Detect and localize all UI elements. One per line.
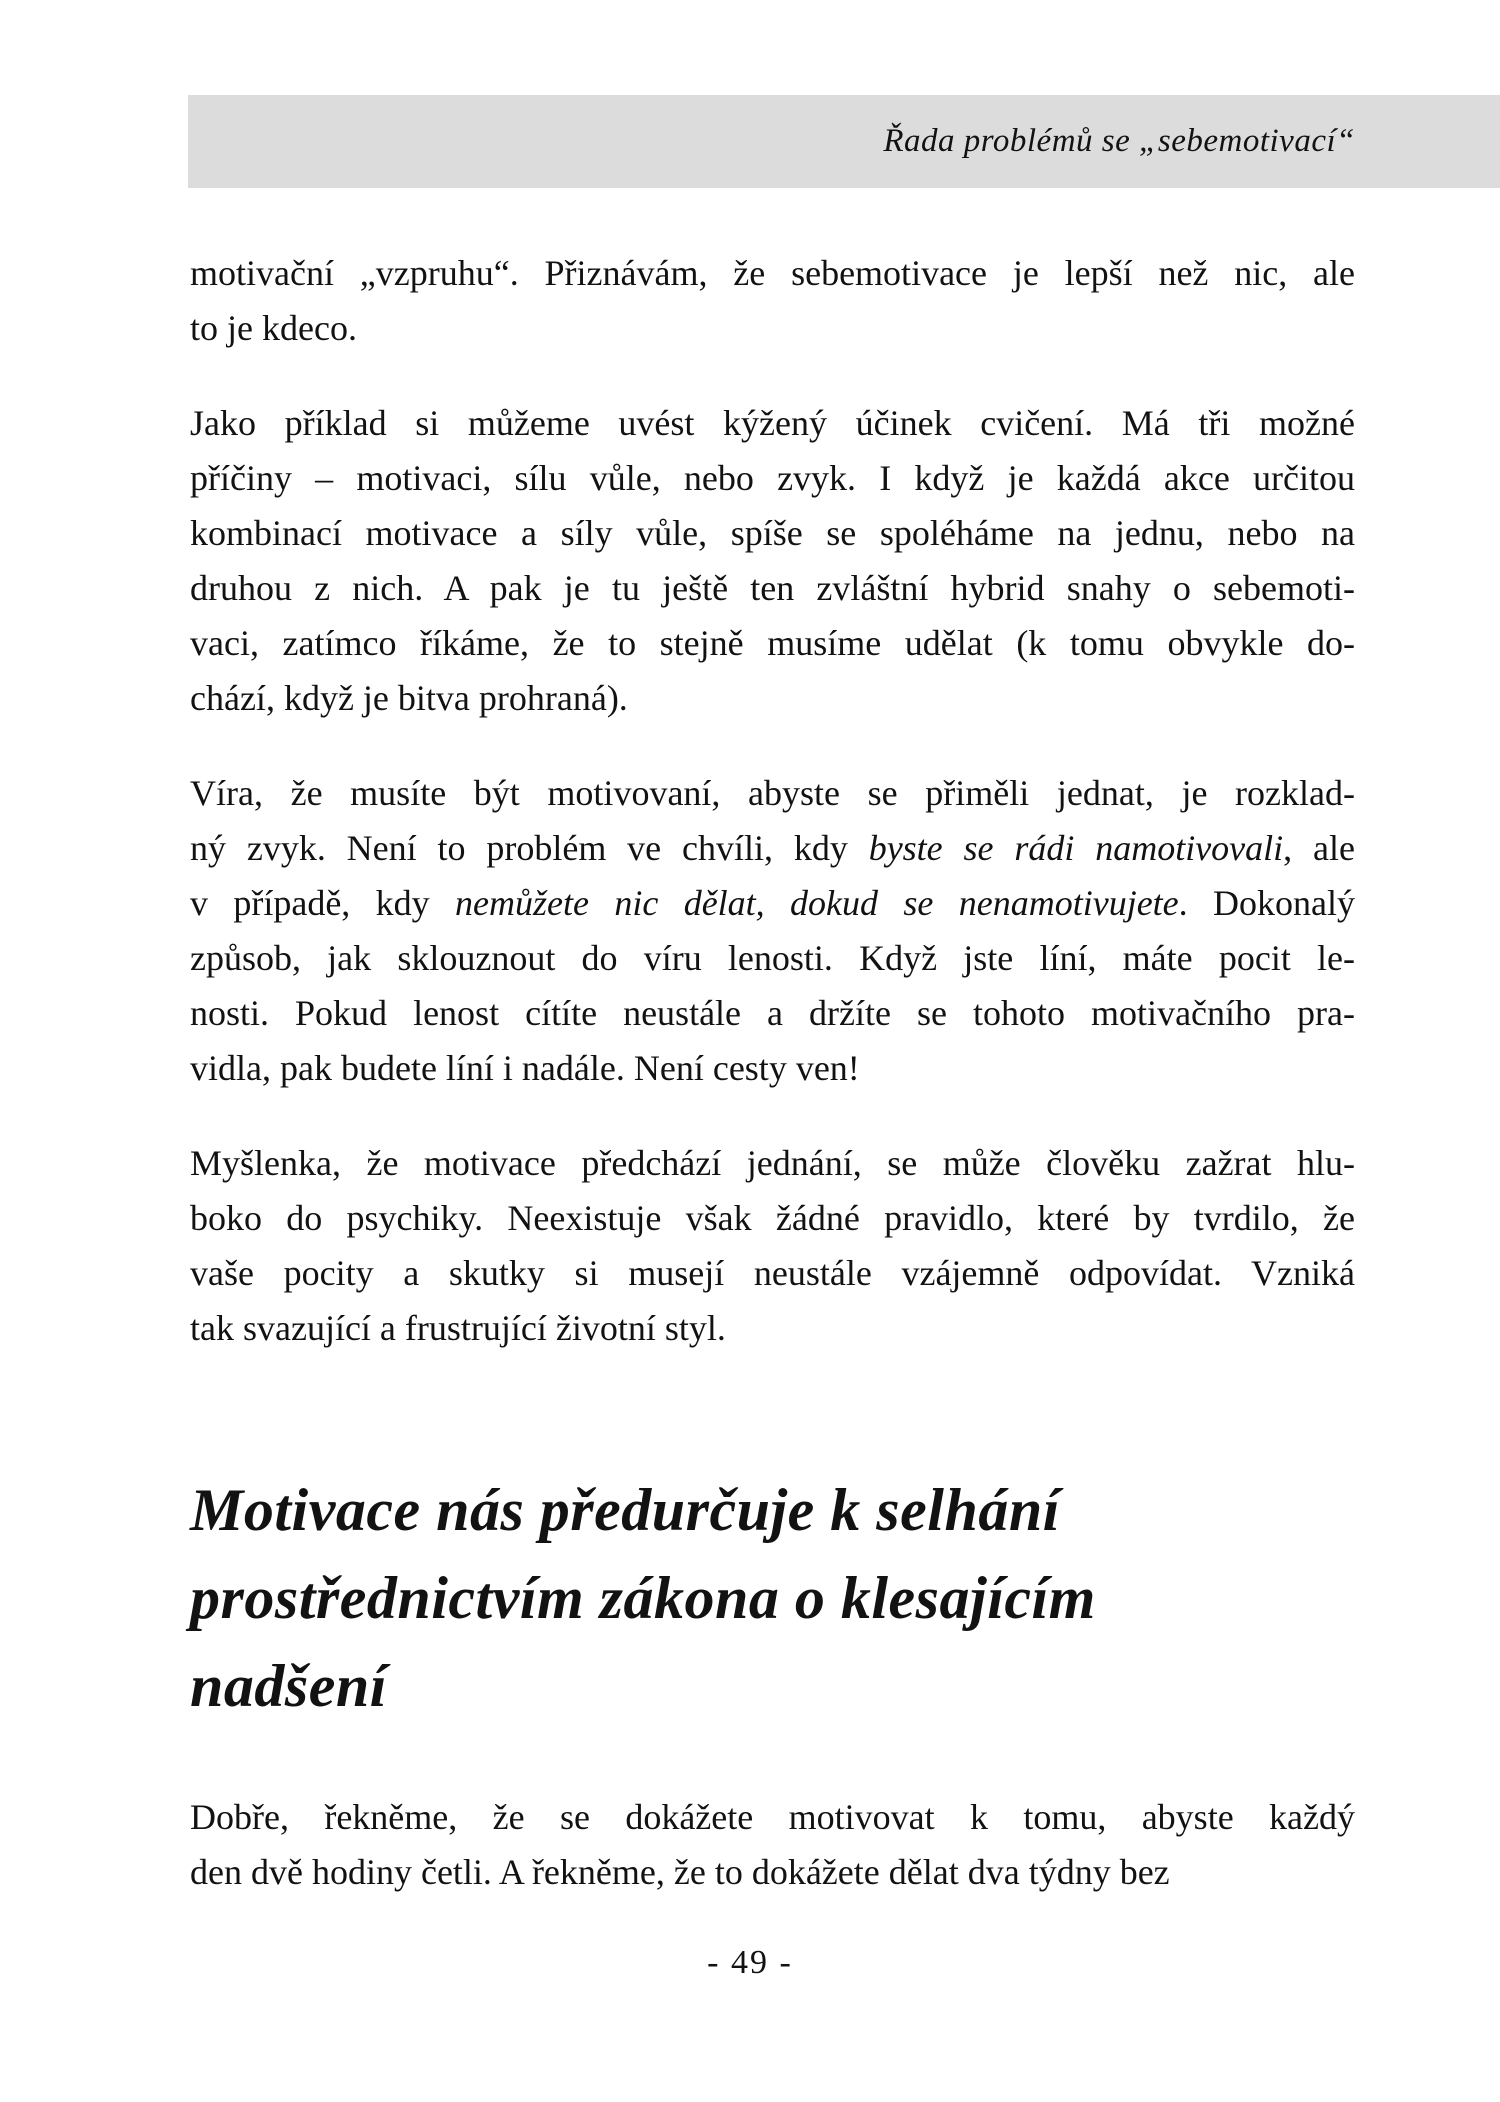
text-line [190,1136,1355,1191]
text-run: Víra, že musíte být motivovaní, abyste se přiměli jednat, je rozklad- [190,773,1355,813]
text-run: vaci, zatímco říkáme, že to stejně musíme udělat (k tomu obvykle do- [190,623,1355,663]
running-header [188,95,1500,188]
text-line [190,931,1355,986]
paragraph [190,246,1355,356]
text-line [190,561,1355,616]
text-run: příčiny – motivaci, sílu vůle, nebo zvyk. I když je každá akce určitou [190,458,1355,498]
text-run: to je kdeco. [190,308,357,348]
text-line [190,1642,1355,1730]
italic-run: byste se rádi namotivovali [868,828,1284,868]
text-line [190,821,1355,876]
text-line [190,301,1355,356]
italic-run: nemůžete nic dělat, dokud se nenamotivujete [455,883,1179,923]
text-run: v případě, kdy [190,883,456,923]
text-run: Myšlenka, že motivace předchází jednání, se může člověku zažrat hlu- [190,1143,1355,1183]
text-line [190,986,1355,1041]
paragraph [190,1136,1355,1356]
section-heading [190,1466,1355,1730]
text-line [190,671,1355,726]
page-body [190,188,1355,1940]
text-run: chází, když je bitva prohraná). [190,678,628,718]
text-run: druhou z nich. A pak je tu ještě ten zvláštní hybrid snahy o sebemoti- [190,568,1355,608]
text-line [190,246,1355,301]
paragraph [190,766,1355,1096]
text-line [190,766,1355,821]
text-line [190,876,1355,931]
text-line [190,396,1355,451]
paragraph [190,396,1355,726]
text-run: způsob, jak sklouznout do víru lenosti. Když jste líní, máte pocit le- [190,938,1355,978]
text-run: nadšení [190,1653,387,1719]
text-run: vidla, pak budete líní i nadále. Není cesty ven! [190,1048,860,1088]
text-run: kombinací motivace a síly vůle, spíše se spoléháme na jednu, nebo na [190,513,1355,553]
text-line [190,1041,1355,1096]
page-number: - 49 - [707,1944,793,1981]
text-run: nosti. Pokud lenost cítíte neustále a držíte se tohoto motivačního pra- [190,993,1355,1033]
text-line [190,1845,1355,1900]
text-line [190,616,1355,671]
text-line [190,1191,1355,1246]
text-line [190,1554,1355,1642]
text-line [190,506,1355,561]
text-line [190,451,1355,506]
text-run: Motivace nás předurčuje k selhání [190,1477,1060,1543]
text-run: . Dokonalý [1178,883,1355,923]
text-run: tak svazující a frustrující životní styl. [190,1308,726,1348]
text-run: den dvě hodiny četli. A řekněme, že to dokážete dělat dva týdny bez [190,1852,1170,1892]
page-footer [0,1944,1500,1982]
text-run: ný zvyk. Není to problém ve chvíli, kdy [190,828,869,868]
text-run: boko do psychiky. Neexistuje však žádné pravidlo, které by tvrdilo, že [190,1198,1355,1238]
text-run: Dobře, řekněme, že se dokážete motivovat k tomu, abyste každý [190,1797,1355,1837]
text-run: , ale [1283,828,1355,868]
text-line [190,1790,1355,1845]
text-line [190,1466,1355,1554]
paragraph [190,1790,1355,1900]
text-run: prostřednictvím zákona o klesajícím [190,1565,1096,1631]
running-header-title: Řada problémů se „sebemotivací“ [883,123,1355,159]
text-line [190,1301,1355,1356]
text-line [190,1246,1355,1301]
text-run: Jako příklad si můžeme uvést kýžený účinek cvičení. Má tři možné [190,403,1355,443]
text-run: vaše pocity a skutky si musejí neustále vzájemně odpovídat. Vzniká [190,1253,1355,1293]
text-run: motivační „vzpruhu“. Přiznávám, že sebemotivace je lepší než nic, ale [190,253,1355,293]
